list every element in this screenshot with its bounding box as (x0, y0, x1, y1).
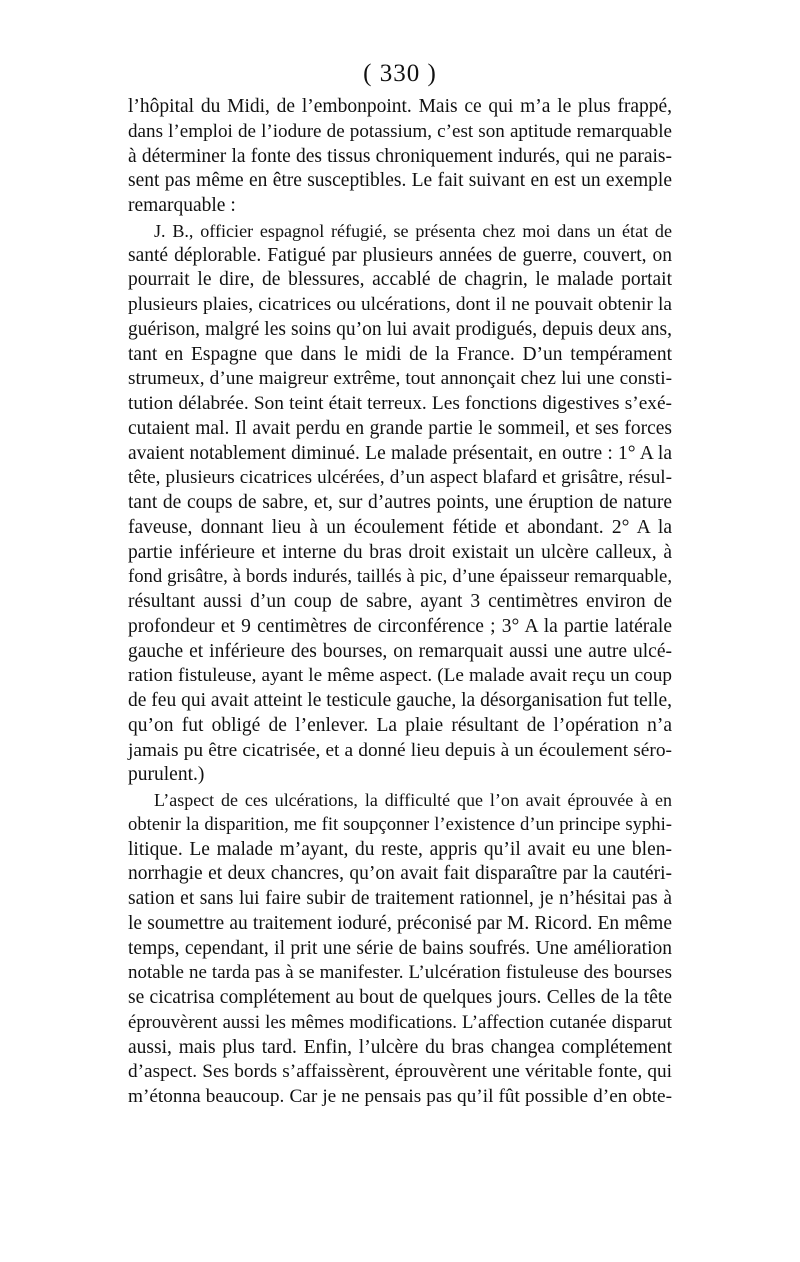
text-line: faveuse, donnant lieu à un écoulement fétide et abondant. 2° A la (128, 516, 672, 538)
text-line: m’étonna beaucoup. Car je ne pensais pas qu’il fût possible d’en obte- (128, 1086, 672, 1107)
body-text (128, 95, 672, 1110)
text-line: aussi, mais plus tard. Enfin, l’ulcère du bras changea complétement (128, 1036, 672, 1058)
text-line: tant de coups de sabre, et, sur d’autres points, une éruption de nature (128, 492, 672, 513)
text-line: de feu qui avait atteint le testicule gauche, la désorganisation fut telle, (128, 690, 672, 711)
text-line: éprouvèrent aussi les mêmes modifications. L’affection cutanée disparut (128, 1011, 672, 1033)
text-line: le soumettre au traitement ioduré, préconisé par M. Ricord. En même (128, 912, 672, 934)
text-line: norrhagie et deux chancres, qu’on avait fait disparaître par la cautéri- (128, 863, 672, 885)
text-line: pourrait le dire, de blessures, accablé de chagrin, le malade portait (128, 269, 672, 291)
text-line: résultant aussi d’un coup de sabre, ayant 3 centimètres environ de (128, 591, 672, 612)
text-line: notable ne tarda pas à se manifester. L’ulcération fistuleuse des bourses (128, 962, 672, 984)
text-line: partie inférieure et interne du bras droit existait un ulcère calleux, à (128, 541, 672, 563)
text-line: temps, cependant, il prit une série de bains soufrés. Une amélioration (128, 937, 672, 959)
text-line: obtenir la disparition, me fit soupçonner l’existence d’un principe syphi- (128, 813, 672, 835)
page-number: ( 330 ) (363, 60, 437, 87)
text-line: d’aspect. Ses bords s’affaissèrent, éprouvèrent une véritable fonte, qui (128, 1061, 672, 1083)
text-line: J. B., officier espagnol réfugié, se présenta chez moi dans un état de (154, 220, 672, 241)
text-line: fond grisâtre, à bords indurés, taillés à pic, d’une épaisseur remarquable, (128, 566, 672, 588)
text-line: jamais pu être cicatrisée, et a donné lieu depuis à un écoulement séro- (128, 739, 672, 761)
text-line: plusieurs plaies, cicatrices ou ulcérations, dont il ne pouvait obtenir la (128, 294, 672, 315)
text-line: tution délabrée. Son teint était terreux. Les fonctions digestives s’exé- (128, 393, 672, 414)
text-line: L’aspect de ces ulcérations, la difficulté que l’on avait éprouvée à en (154, 790, 672, 810)
text-line: à déterminer la fonte des tissus chroniquement indurés, qui ne parais- (128, 145, 672, 167)
text-line: purulent.) (128, 764, 205, 786)
text-line: litique. Le malade m’ayant, du reste, appris qu’il avait eu une blen- (128, 838, 672, 860)
text-line: sent pas même en être susceptibles. Le fait suivant en est un exemple (128, 170, 672, 192)
text-line: cutaient mal. Il avait perdu en grande partie le sommeil, et ses forces (128, 417, 672, 439)
text-line: tête, plusieurs cicatrices ulcérées, d’un aspect blafard et grisâtre, résul- (128, 467, 672, 489)
text-line: santé déplorable. Fatigué par plusieurs années de guerre, couvert, on (128, 244, 672, 266)
text-line: guérison, malgré les soins qu’on lui avait prodigués, depuis deux ans, (128, 318, 672, 340)
text-line: gauche et inférieure des bourses, on remarquait aussi une autre ulcé- (128, 640, 672, 662)
text-line: l’hôpital du Midi, de l’embonpoint. Mais ce qui m’a le plus frappé, (128, 96, 672, 117)
text-line: dans l’emploi de l’iodure de potassium, c’est son aptitude remarquable (128, 120, 672, 142)
text-line: avaient notablement diminué. Le malade présentait, en outre : 1° A la (128, 442, 672, 464)
text-line: qu’on fut obligé de l’enlever. La plaie résultant de l’opération n’a (128, 714, 672, 736)
text-line: strumeux, d’une maigreur extrême, tout annonçait chez lui une consti- (128, 368, 672, 390)
text-line: tant en Espagne que dans le midi de la France. D’un tempérament (128, 343, 672, 365)
text-line: sation et sans lui faire subir de traitement rationnel, je n’hésitai pas à (128, 888, 672, 909)
text-line: ration fistuleuse, ayant le même aspect. (Le malade avait reçu un coup (128, 665, 672, 687)
text-line: remarquable : (128, 195, 236, 216)
text-line: profondeur et 9 centimètres de circonférence ; 3° A la partie latérale (128, 615, 672, 637)
text-line: se cicatrisa complétement au bout de quelques jours. Celles de la tête (128, 987, 672, 1008)
